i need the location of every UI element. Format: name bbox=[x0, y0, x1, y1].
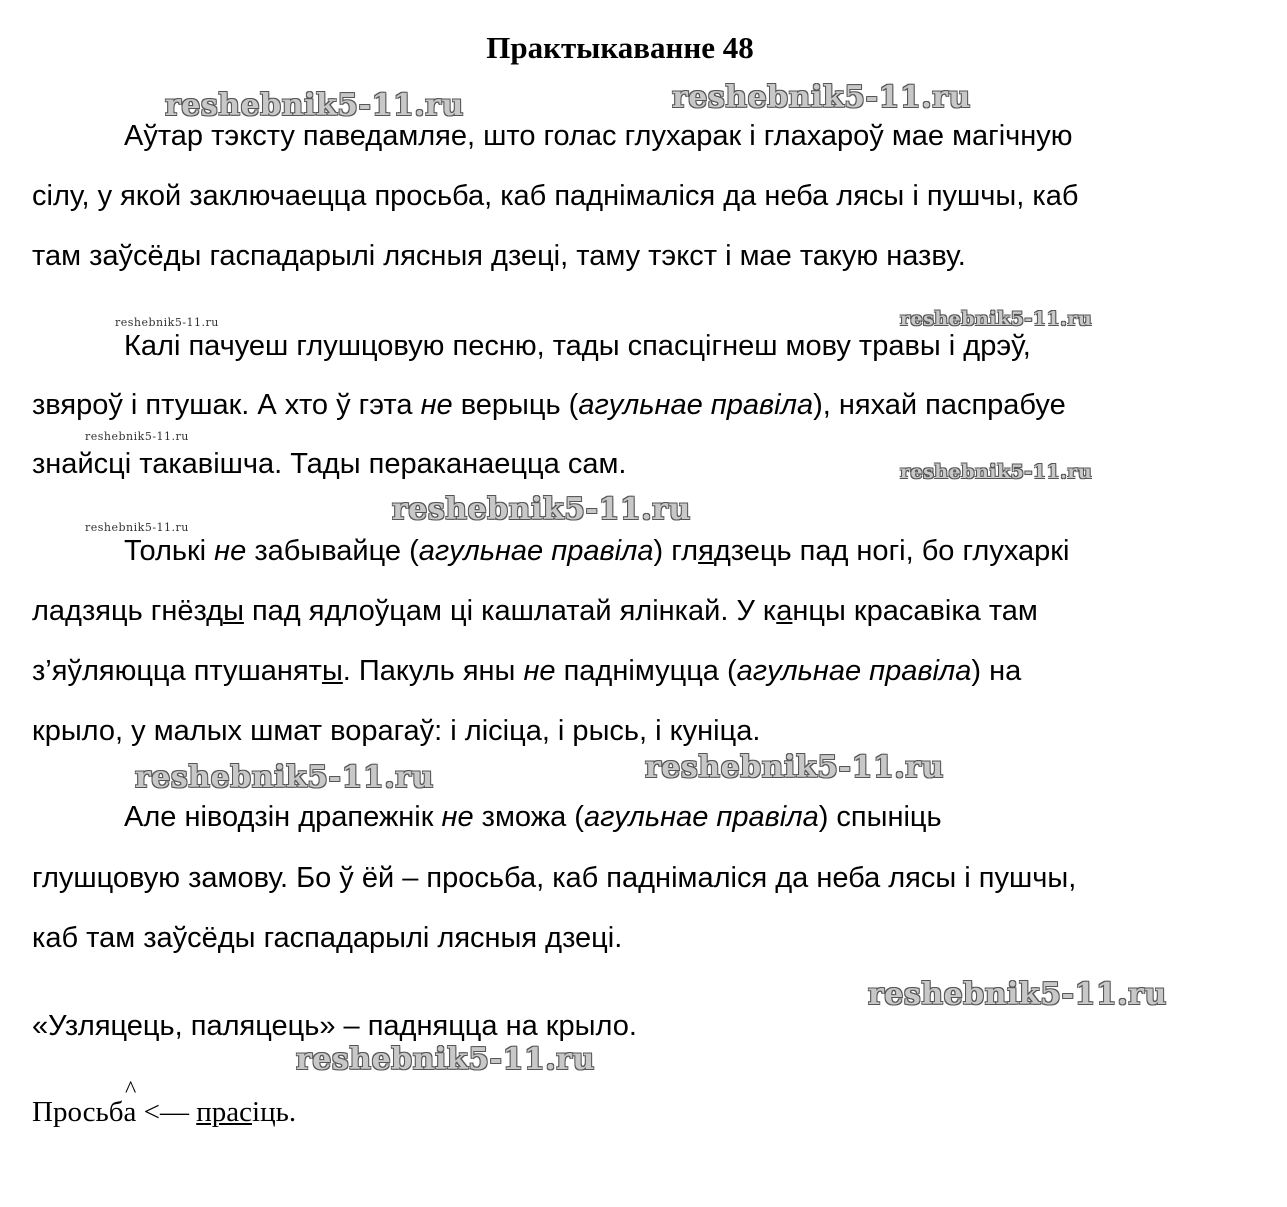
p4-line1: Але ніводзін драпежнік не зможа (агульнае правіла) спыніць bbox=[124, 801, 942, 833]
p1-line3: там заўсёды гаспадарылі лясныя дзеці, таму тэкст і мае такую назву. bbox=[32, 240, 966, 272]
watermark: reshebnik5-11.ru bbox=[672, 80, 971, 115]
p4-line2: глушцовую замову. Бо ў ёй – просьба, каб паднімаліся да неба лясы і пушчы, bbox=[32, 862, 1077, 894]
p3-line3: з’яўляюцца птушаняты. Пакуль яны не паднімуцца (агульнае правіла) на bbox=[32, 655, 1022, 687]
p3-line4: крыло, у малых шмат ворагаў: і лісіца, і рысь, і куніца. bbox=[32, 715, 761, 747]
watermark: reshebnik5-11.ru bbox=[135, 760, 434, 795]
root-mark: ^ bbox=[125, 1077, 137, 1103]
p3-line2: ладзяць гнёзды пад ядлоўцам ці кашлатай ялінкай. У канцы красавіка там bbox=[32, 595, 1038, 627]
p1-line1: Аўтар тэксту паведамляе, што голас глухарак і глахароў мае магічную bbox=[124, 120, 1073, 152]
p6-line: Просьба <— прасіць. bbox=[32, 1096, 297, 1128]
p2-line2: звяроў і птушак. А хто ў гэта не верыць (агульнае правіла), няхай паспрабуе bbox=[32, 389, 1066, 421]
p5-line: «Узляцець, паляцець» – падняцца на крыло. bbox=[32, 1010, 637, 1042]
p2-line1: Калі пачуеш глушцовую песню, тады спасцігнеш мову травы і дрэў, bbox=[124, 330, 1031, 362]
p2-line3: знайсці такавішча. Тады пераканаецца сам. bbox=[32, 448, 627, 480]
p3-line1: Толькі не забывайце (агульнае правіла) глядзець пад ногі, бо глухаркі bbox=[124, 535, 1070, 567]
watermark: reshebnik5-11.ru bbox=[645, 750, 944, 785]
watermark: reshebnik5-11.ru bbox=[868, 977, 1167, 1012]
watermark: reshebnik5-11.ru bbox=[85, 521, 189, 534]
watermark: reshebnik5-11.ru bbox=[296, 1042, 595, 1077]
watermark: reshebnik5-11.ru bbox=[900, 461, 1093, 483]
watermark: reshebnik5-11.ru bbox=[165, 88, 464, 123]
watermark: reshebnik5-11.ru bbox=[85, 430, 189, 443]
page-title: Практыкаванне 48 bbox=[486, 30, 754, 65]
watermark: reshebnik5-11.ru bbox=[900, 308, 1093, 330]
p4-line3: каб там заўсёды гаспадарылі лясныя дзеці. bbox=[32, 922, 623, 954]
watermark: reshebnik5-11.ru bbox=[115, 316, 219, 329]
watermark: reshebnik5-11.ru bbox=[392, 492, 691, 527]
p1-line2: сілу, у якой заключаецца просьба, каб паднімаліся да неба лясы і пушчы, каб bbox=[32, 180, 1079, 212]
